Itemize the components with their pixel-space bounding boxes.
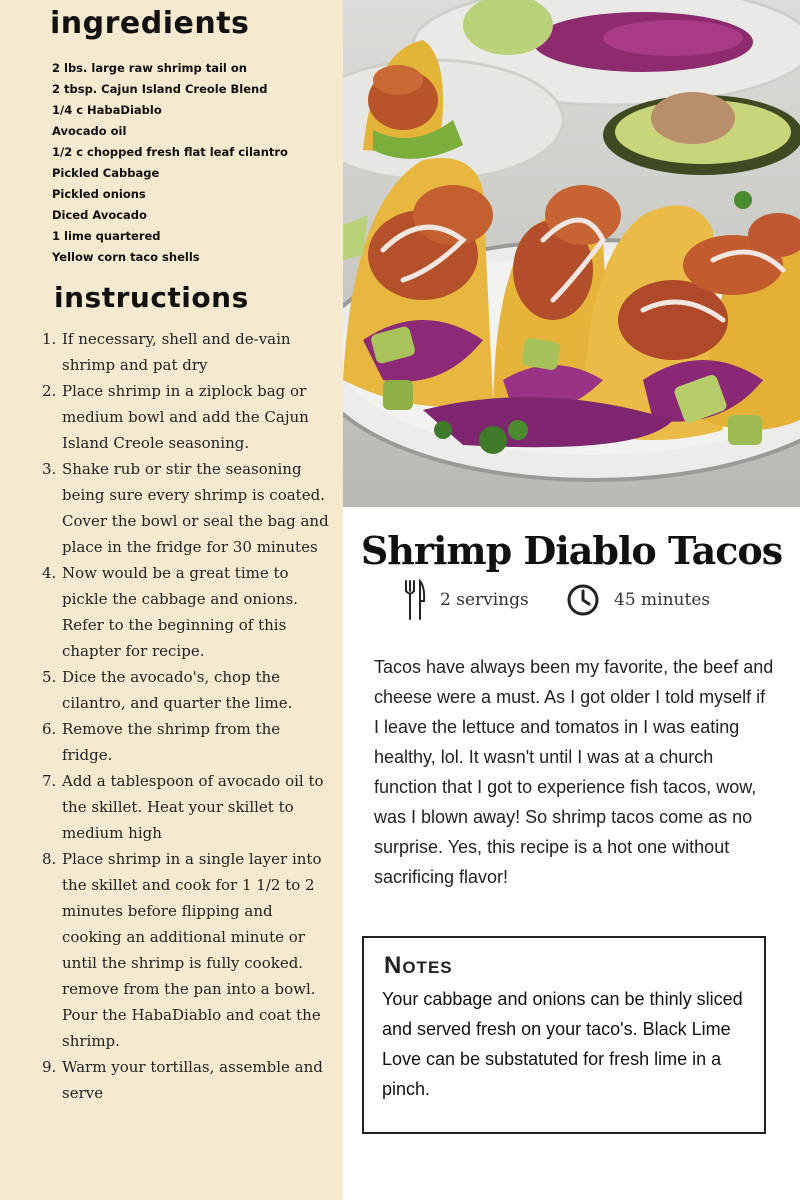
step-number: 6. [42,720,57,738]
instruction-step [42,716,332,768]
step-text: If necessary, shell and de-vain shrimp and pat dry [62,330,291,374]
step-number: 8. [42,850,57,868]
instructions-heading: instructions [54,281,249,314]
time-text: 45 minutes [614,590,711,610]
instruction-step [42,846,332,1054]
fork-knife-icon [404,579,426,621]
servings-text: 2 servings [440,590,529,610]
ingredient-item: 1/4 c HabaDiablo [52,103,162,117]
instruction-step [42,326,332,378]
ingredient-item: Pickled Cabbage [52,166,160,180]
ingredient-item: Avocado oil [52,124,127,138]
step-text: Place shrimp in a single layer into the skillet and cook for 1 1/2 to 2 minutes before flipping and cooking an additional minute or until the shrimp is fully cooked. remove from the pan into a bowl. Pour the HabaDiablo and coat the shrimp. [62,850,322,1050]
ingredient-item: 1 lime quartered [52,229,161,243]
step-text: Remove the shrimp from the fridge. [62,720,281,764]
instruction-step [42,378,332,456]
step-text: Warm your tortillas, assemble and serve [62,1058,323,1102]
step-text: Add a tablespoon of avocado oil to the skillet. Heat your skillet to medium high [62,772,324,842]
tacos-photo-illustration [343,0,800,507]
ingredient-item: Diced Avocado [52,208,147,222]
ingredient-item: Yellow corn taco shells [52,250,200,264]
clock-icon [566,583,600,617]
step-number: 3. [42,460,57,478]
step-number: 4. [42,564,57,582]
notes-box [362,936,766,1134]
step-number: 5. [42,668,57,686]
step-text: Shake rub or stir the seasoning being sure every shrimp is coated. Cover the bowl or seal the bag and place in the fridge for 30 minutes [62,460,329,556]
step-number: 2. [42,382,57,400]
instruction-step [42,768,332,846]
recipe-description: Tacos have always been my favorite, the beef and cheese were a must. As I got older I told myself if I leave the lettuce and tomatos in I was eating healthy, lol. It wasn't until I was at a church function that I got to experience fish tacos, wow, was I blown away! So shrimp tacos come as no surprise. Yes, this recipe is a hot one without sacrificing flavor! [374,657,774,887]
step-number: 9. [42,1058,57,1076]
ingredient-item: 1/2 c chopped fresh flat leaf cilantro [52,145,288,159]
notes-heading: Notes [384,952,453,979]
notes-body: Your cabbage and onions can be thinly sliced and served fresh on your taco's. Black Lime Love can be substatuted for fresh lime in a pinch. [382,989,743,1099]
step-number: 7. [42,772,57,790]
ingredient-item: 2 lbs. large raw shrimp tail on [52,61,247,75]
instruction-step [42,560,332,664]
instructions-list [42,326,332,1106]
instruction-step [42,664,332,716]
tacos-photo [343,0,800,507]
step-number: 1. [42,330,57,348]
ingredient-item: Pickled onions [52,187,146,201]
step-text: Dice the avocado's, chop the cilantro, and quarter the lime. [62,668,293,712]
instruction-step [42,1054,332,1106]
time-info [566,578,710,622]
ingredients-sidebar [0,0,343,1200]
ingredients-heading: ingredients [50,6,250,41]
ingredients-list [52,58,288,268]
step-text: Place shrimp in a ziplock bag or medium bowl and add the Cajun Island Creole seasoning. [62,382,309,452]
instruction-step [42,456,332,560]
ingredient-item: 2 tbsp. Cajun Island Creole Blend [52,82,268,96]
step-text: Now would be a great time to pickle the cabbage and onions. Refer to the beginning of this chapter for recipe. [62,564,299,660]
servings-info [404,578,529,622]
recipe-title: Shrimp Diablo Tacos [360,528,783,573]
